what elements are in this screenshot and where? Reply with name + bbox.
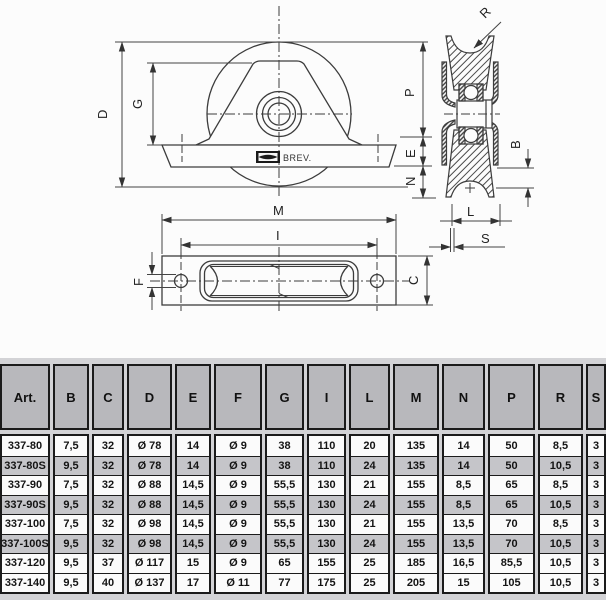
dim-label-F: F: [131, 278, 146, 286]
table-cell: 14: [177, 436, 209, 456]
table-cell: 50: [490, 456, 533, 476]
spec-table: [0, 358, 606, 600]
article-cell: 337-90: [2, 475, 48, 495]
table-cell: Ø 11: [216, 573, 260, 593]
table-cell: 205: [395, 573, 437, 593]
table-cell: Ø 117: [129, 553, 170, 573]
table-cell: 32: [94, 534, 122, 554]
table-cell: 3: [588, 514, 604, 534]
article-cell: 337-100: [2, 514, 48, 534]
dim-label-M: M: [273, 203, 284, 218]
table-cell: 15: [177, 553, 209, 573]
table-column-d: [127, 364, 172, 594]
table-cell: 155: [309, 553, 344, 573]
brand-label: BREV.: [283, 153, 312, 163]
table-cell: 14,5: [177, 495, 209, 515]
table-cell: 65: [267, 553, 302, 573]
column-header-s: S: [586, 364, 606, 430]
table-cell: 24: [351, 456, 388, 476]
article-cell: 337-140: [2, 573, 48, 593]
table-cell: Ø 98: [129, 534, 170, 554]
table-cell: 21: [351, 475, 388, 495]
column-header-r: R: [538, 364, 583, 430]
table-cell: 32: [94, 436, 122, 456]
table-cell: 15: [444, 573, 483, 593]
spec-table-columns: [0, 364, 606, 594]
table-cell: Ø 78: [129, 456, 170, 476]
table-cell: 10,5: [540, 553, 581, 573]
table-column-m: [393, 364, 439, 594]
table-cell: 9,5: [55, 456, 87, 476]
column-body: [0, 434, 50, 594]
table-cell: 20: [351, 436, 388, 456]
table-cell: 9,5: [55, 495, 87, 515]
column-header-g: G: [265, 364, 304, 430]
dim-label-E: E: [403, 149, 418, 158]
front-view: [162, 6, 396, 196]
table-cell: Ø 9: [216, 534, 260, 554]
table-cell: 155: [395, 534, 437, 554]
table-cell: 65: [490, 475, 533, 495]
table-cell: Ø 9: [216, 475, 260, 495]
table-cell: 9,5: [55, 573, 87, 593]
table-cell: Ø 9: [216, 436, 260, 456]
column-body: [214, 434, 262, 594]
column-header-f: F: [214, 364, 262, 430]
column-body: [586, 434, 606, 594]
table-cell: 13,5: [444, 514, 483, 534]
table-cell: 7,5: [55, 475, 87, 495]
lower-bearing: [459, 127, 483, 144]
table-cell: 24: [351, 534, 388, 554]
column-body: [393, 434, 439, 594]
table-cell: 14,5: [177, 514, 209, 534]
table-cell: 32: [94, 456, 122, 476]
table-cell: 8,5: [540, 514, 581, 534]
table-cell: 7,5: [55, 436, 87, 456]
table-cell: Ø 9: [216, 495, 260, 515]
table-column-s: [586, 364, 606, 594]
dim-label-D: D: [95, 109, 110, 119]
dim-label-P: P: [402, 88, 417, 97]
dim-label-G: G: [130, 98, 145, 109]
table-cell: 38: [267, 436, 302, 456]
table-cell: Ø 9: [216, 553, 260, 573]
column-body: [307, 434, 346, 594]
table-cell: 38: [267, 456, 302, 476]
table-cell: 32: [94, 514, 122, 534]
table-cell: 14,5: [177, 534, 209, 554]
table-cell: 32: [94, 495, 122, 515]
table-cell: Ø 88: [129, 475, 170, 495]
column-header-b: B: [53, 364, 89, 430]
column-header-l: L: [349, 364, 390, 430]
dim-label-I: I: [276, 228, 280, 243]
table-cell: 9,5: [55, 534, 87, 554]
column-body: [538, 434, 583, 594]
table-cell: 55,5: [267, 475, 302, 495]
table-cell: Ø 88: [129, 495, 170, 515]
dim-label-R: R: [476, 3, 494, 22]
brand-logo: [256, 151, 280, 163]
table-cell: 105: [490, 573, 533, 593]
article-cell: 337-100S: [2, 534, 48, 554]
table-cell: 32: [94, 475, 122, 495]
column-body: [442, 434, 485, 594]
article-cell: 337-80S: [2, 456, 48, 476]
table-cell: 3: [588, 475, 604, 495]
column-body: [53, 434, 89, 594]
table-cell: Ø 98: [129, 514, 170, 534]
table-cell: 185: [395, 553, 437, 573]
table-cell: 135: [395, 436, 437, 456]
table-column-l: [349, 364, 390, 594]
table-cell: 9,5: [55, 553, 87, 573]
table-cell: 10,5: [540, 573, 581, 593]
table-cell: 85,5: [490, 553, 533, 573]
article-cell: 337-120: [2, 553, 48, 573]
upper-rim-section: [446, 36, 494, 90]
column-header-n: N: [442, 364, 485, 430]
table-cell: 130: [309, 514, 344, 534]
table-cell: Ø 78: [129, 436, 170, 456]
table-cell: 130: [309, 475, 344, 495]
column-header-art: Art.: [0, 364, 50, 430]
column-body: [175, 434, 211, 594]
table-cell: 3: [588, 456, 604, 476]
column-body: [92, 434, 124, 594]
dim-label-C: C: [406, 275, 421, 285]
column-body: [265, 434, 304, 594]
dim-label-B: B: [508, 140, 523, 149]
dim-label-L: L: [467, 204, 475, 219]
table-column-i: [307, 364, 346, 594]
table-cell: 14: [444, 436, 483, 456]
column-header-m: M: [393, 364, 439, 430]
table-cell: 25: [351, 553, 388, 573]
table-column-f: [214, 364, 262, 594]
column-header-i: I: [307, 364, 346, 430]
table-cell: 40: [94, 573, 122, 593]
table-cell: 21: [351, 514, 388, 534]
table-cell: 14: [444, 456, 483, 476]
table-column-g: [265, 364, 304, 594]
table-column-r: [538, 364, 583, 594]
column-header-p: P: [488, 364, 535, 430]
table-cell: 70: [490, 514, 533, 534]
table-cell: 10,5: [540, 456, 581, 476]
table-cell: 8,5: [444, 495, 483, 515]
table-cell: 13,5: [444, 534, 483, 554]
column-body: [488, 434, 535, 594]
table-cell: 14: [177, 456, 209, 476]
upper-bearing: [459, 84, 483, 101]
dim-label-S: S: [481, 231, 490, 246]
table-column-p: [488, 364, 535, 594]
table-column-n: [442, 364, 485, 594]
table-column-c: [92, 364, 124, 594]
table-cell: 110: [309, 456, 344, 476]
table-cell: 8,5: [444, 475, 483, 495]
table-cell: 55,5: [267, 514, 302, 534]
table-cell: Ø 9: [216, 456, 260, 476]
table-cell: 155: [395, 475, 437, 495]
table-cell: 135: [395, 456, 437, 476]
table-column-e: [175, 364, 211, 594]
table-column-b: [53, 364, 89, 594]
column-header-e: E: [175, 364, 211, 430]
table-cell: 50: [490, 436, 533, 456]
table-cell: 25: [351, 573, 388, 593]
table-cell: 10,5: [540, 534, 581, 554]
table-column-art: [0, 364, 50, 594]
table-cell: 65: [490, 495, 533, 515]
table-cell: 7,5: [55, 514, 87, 534]
article-cell: 337-90S: [2, 495, 48, 515]
table-cell: 55,5: [267, 495, 302, 515]
column-body: [349, 434, 390, 594]
table-cell: 3: [588, 573, 604, 593]
dim-label-N: N: [403, 176, 418, 186]
column-header-c: C: [92, 364, 124, 430]
plan-view: [150, 247, 410, 313]
table-cell: 70: [490, 534, 533, 554]
table-cell: 14,5: [177, 475, 209, 495]
table-cell: 3: [588, 534, 604, 554]
table-cell: Ø 137: [129, 573, 170, 593]
table-cell: 3: [588, 553, 604, 573]
table-cell: 16,5: [444, 553, 483, 573]
table-cell: 55,5: [267, 534, 302, 554]
table-cell: 10,5: [540, 495, 581, 515]
table-cell: 155: [395, 514, 437, 534]
table-cell: 3: [588, 495, 604, 515]
table-cell: 3: [588, 436, 604, 456]
table-cell: 8,5: [540, 475, 581, 495]
table-cell: 130: [309, 495, 344, 515]
section-view: [442, 36, 500, 197]
article-cell: 337-80: [2, 436, 48, 456]
table-cell: 130: [309, 534, 344, 554]
table-cell: Ø 9: [216, 514, 260, 534]
table-cell: 37: [94, 553, 122, 573]
table-cell: 110: [309, 436, 344, 456]
table-cell: 8,5: [540, 436, 581, 456]
table-cell: 17: [177, 573, 209, 593]
table-cell: 155: [395, 495, 437, 515]
table-cell: 24: [351, 495, 388, 515]
table-cell: 77: [267, 573, 302, 593]
column-header-d: D: [127, 364, 172, 430]
column-body: [127, 434, 172, 594]
table-cell: 175: [309, 573, 344, 593]
